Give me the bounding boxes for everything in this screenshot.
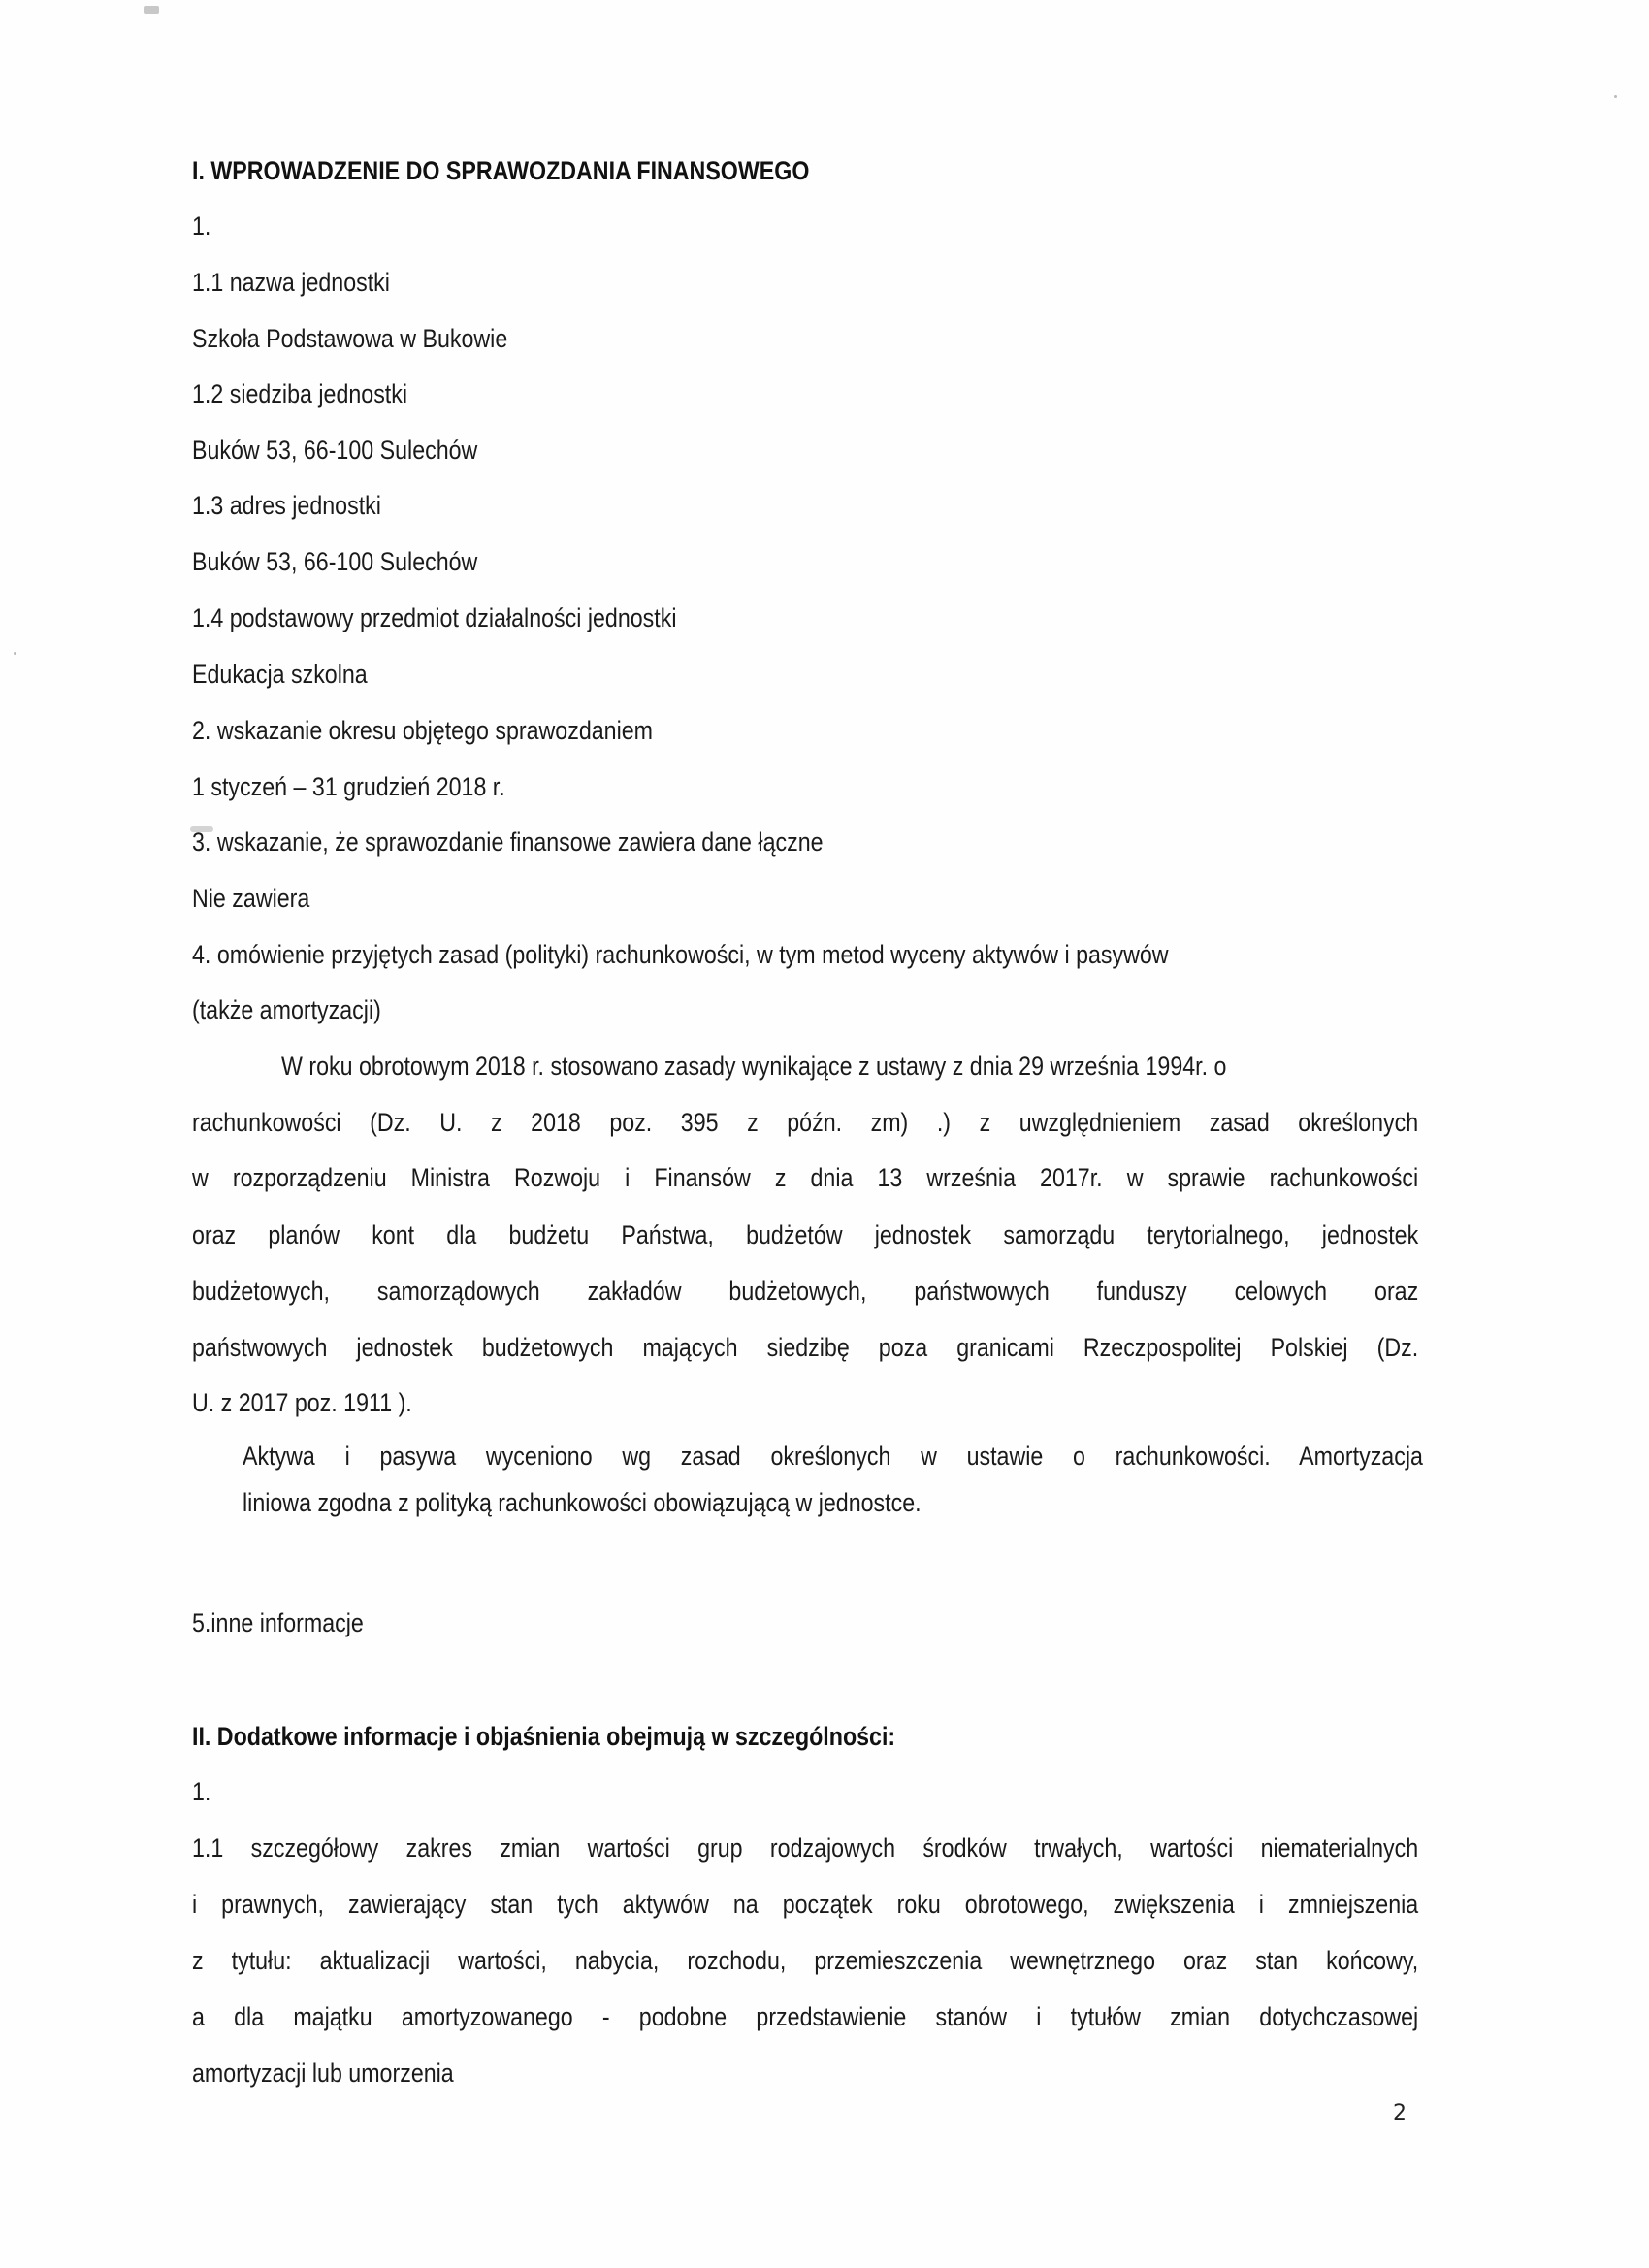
page-number: 2 [1393, 2101, 1406, 2125]
unit-name-value: Szkoła Podstawowa w Bukowie [192, 324, 508, 353]
scan-speck [1614, 95, 1617, 98]
unit-address-value: Buków 53, 66-100 Sulechów [192, 547, 478, 576]
policy-paragraph-line: państwowych jednostek budżetowych mających siedzibę poza granicami Rzeczpospolitej Polskiej (Dz. [192, 1333, 1419, 1362]
fixed-assets-paragraph-line: amortyzacji lub umorzenia [192, 2058, 454, 2088]
unit-activity-value: Edukacja szkolna [192, 660, 368, 689]
scan-artifact [144, 6, 159, 14]
policy-paragraph-line: rachunkowości (Dz. U. z 2018 poz. 395 z późn. zm) .) z uwzględnieniem zasad określonych [192, 1108, 1419, 1137]
section-1-heading: I. WPROWADZENIE DO SPRAWOZDANIA FINANSOWEGO [192, 156, 810, 185]
reporting-period-value: 1 styczeń – 31 grudzień 2018 r. [192, 772, 505, 801]
section-2-item-1-label: 1. [192, 1777, 211, 1806]
section-2-heading: II. Dodatkowe informacje i objaśnienia obejmują w szczególności: [192, 1722, 896, 1751]
policy-paragraph-line: W roku obrotowym 2018 r. stosowano zasady wynikające z ustawy z dnia 29 września 1994r. o [281, 1052, 1227, 1081]
unit-seat-value: Buków 53, 66-100 Sulechów [192, 436, 478, 465]
scan-speck [14, 652, 16, 655]
item-2-label: 2. wskazanie okresu objętego sprawozdaniem [192, 716, 654, 745]
policy-paragraph-line: budżetowych, samorządowych zakładów budżetowych, państwowych funduszy celowych oraz [192, 1277, 1419, 1306]
fixed-assets-paragraph-line: 1.1 szczegółowy zakres zmian wartości grup rodzajowych środków trwałych, wartości niematerialnych [192, 1833, 1419, 1863]
item-1-3-label: 1.3 adres jednostki [192, 491, 381, 520]
fixed-assets-paragraph-line: i prawnych, zawierający stan tych aktywów na początek roku obrotowego, zwiększenia i zmniejszenia [192, 1890, 1419, 1919]
policy-paragraph-line: oraz planów kont dla budżetu Państwa, budżetów jednostek samorządu terytorialnego, jednostek [192, 1220, 1419, 1249]
fixed-assets-paragraph-line: z tytułu: aktualizacji wartości, nabycia, rozchodu, przemieszczenia wewnętrznego oraz stan końcowy, [192, 1946, 1419, 1975]
policy-paragraph-line: w rozporządzeniu Ministra Rozwoju i Finansów z dnia 13 września 2017r. w sprawie rachunkowości [192, 1163, 1419, 1192]
valuation-paragraph-line: liniowa zgodna z polityką rachunkowości obowiązującą w jednostce. [242, 1488, 922, 1517]
combined-data-value: Nie zawiera [192, 884, 310, 913]
item-1-1-label: 1.1 nazwa jednostki [192, 268, 390, 297]
item-4-label-line: 4. omówienie przyjętych zasad (polityki) rachunkowości, w tym metod wyceny aktywów i pasywów [192, 940, 1169, 969]
item-4-label-line: (także amortyzacji) [192, 995, 381, 1024]
item-1-4-label: 1.4 podstawowy przedmiot działalności jednostki [192, 603, 677, 632]
item-5-label: 5.inne informacje [192, 1608, 364, 1637]
item-1-2-label: 1.2 siedziba jednostki [192, 379, 408, 408]
valuation-paragraph-line: Aktywa i pasywa wyceniono wg zasad określonych w ustawie o rachunkowości. Amortyzacja [242, 1442, 1423, 1471]
fixed-assets-paragraph-line: a dla majątku amortyzowanego - podobne przedstawienie stanów i tytułów zmian dotychczasowej [192, 2002, 1419, 2031]
item-1-label: 1. [192, 211, 211, 241]
item-3-label: 3. wskazanie, że sprawozdanie finansowe zawiera dane łączne [192, 827, 824, 857]
policy-paragraph-line: U. z 2017 poz. 1911 ). [192, 1388, 412, 1417]
